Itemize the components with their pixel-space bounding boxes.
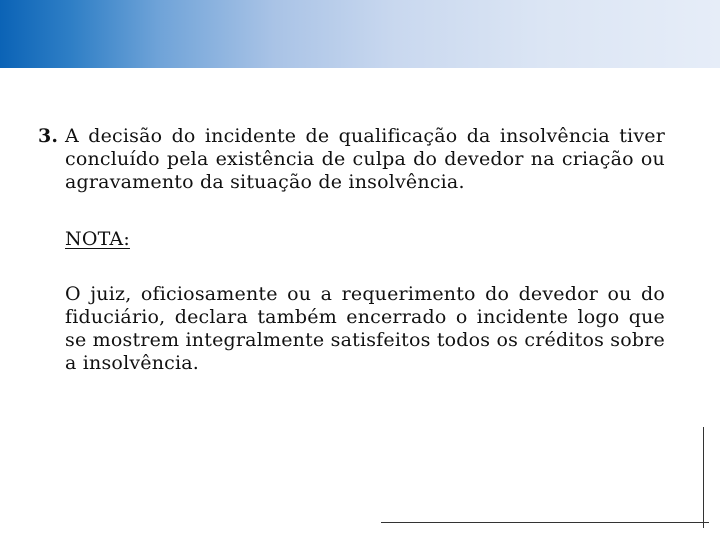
item-number: 3. [38, 125, 59, 147]
slide-content [38, 125, 665, 375]
note-heading: NOTA: [65, 228, 130, 250]
corner-horizontal-line [381, 522, 709, 523]
header-gradient-band [0, 0, 720, 68]
numbered-item [38, 125, 665, 194]
note-paragraph: O juiz, oficiosamente ou a requerimento do devedor ou do fiduciário, declara também encerrado o incidente logo que se mostrem integralmente satisfeitos todos os créditos sobre a insolvência. [65, 283, 665, 374]
corner-vertical-line [703, 427, 704, 528]
item-text: A decisão do incidente de qualificação da insolvência tiver concluído pela existência de culpa do devedor na criação ou agravamento da situação de insolvência. [65, 125, 665, 193]
